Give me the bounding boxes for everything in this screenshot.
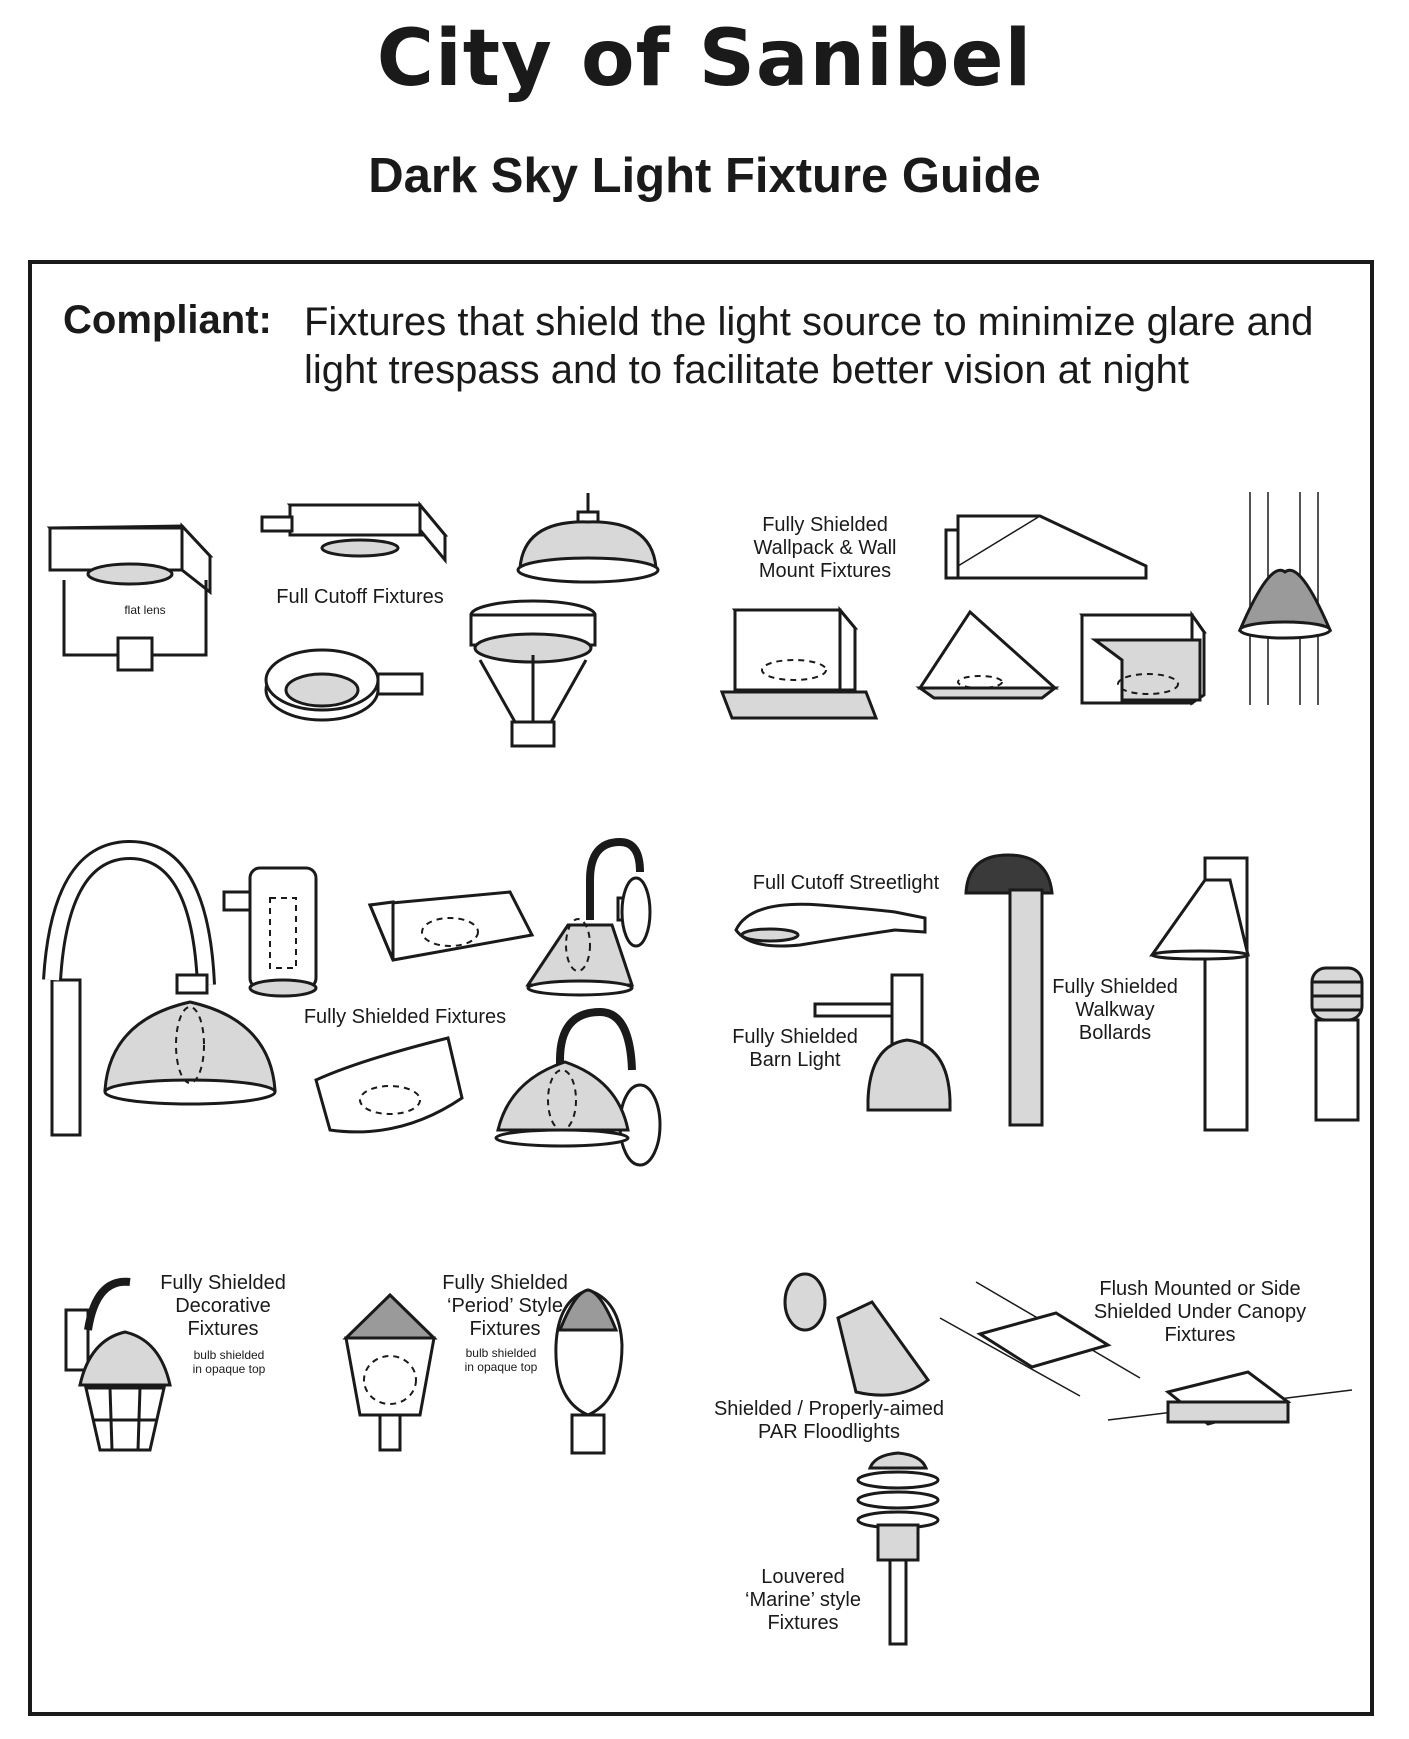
pyramid-fixture-icon [920,612,1055,698]
cone-fixture-icon [1240,492,1330,705]
streetlight-label: Full Cutoff Streetlight [752,872,940,894]
post-top-icon [471,601,595,746]
page-title: City of Sanibel [376,14,1033,104]
wedge-wallpack-icon [946,516,1146,578]
compliant-heading: Compliant: [63,298,272,342]
louvered-label: Louvered ‘Marine’ style Fixtures [745,1566,861,1634]
round-cutoff-icon [266,650,422,720]
period-post-icon [346,1295,434,1450]
streetlight-icon [736,904,925,946]
fully-shielded-label: Fully Shielded Fixtures [303,1006,507,1028]
box-wallpack-icon [1082,615,1204,703]
flat-lens-label: flat lens [124,603,166,617]
cylinder-icon [224,868,316,996]
gooseneck-sconce-icon [528,842,650,995]
dome-pendant-icon [518,493,658,582]
wall-cutoff-icon [262,505,445,560]
period-label: Fully Shielded ‘Period’ Style Fixtures [442,1272,568,1340]
floodlight-icon [785,1274,928,1395]
compliant-description: Fixtures that shield the light source to minimize glare and light trespass and to facilitate better vision at night [304,300,1314,392]
barn-light-label: Fully Shielded Barn Light [732,1026,858,1071]
barn-sconce-icon [496,1012,660,1165]
bollards-label: Fully Shielded Walkway Bollards [1052,976,1178,1044]
floodlights-label: Shielded / Properly-aimed PAR Floodlights [713,1398,945,1443]
wedge-shade-icon [316,1038,462,1132]
page-subtitle: Dark Sky Light Fixture Guide [368,149,1041,203]
wallpack-label: Fully Shielded Wallpack & Wall Mount Fixtures [753,514,897,582]
louvered-bollard-icon [1312,968,1362,1120]
wedge-box-icon [370,892,532,960]
shoebox-fixture-icon [50,526,210,670]
full-cutoff-label: Full Cutoff Fixtures [276,586,444,608]
period-note: bulb shielded in opaque top [464,1346,538,1374]
canopy-label: Flush Mounted or Side Shielded Under Canopy Fixtures [1093,1278,1307,1346]
decorative-note: bulb shielded in opaque top [192,1348,266,1376]
wallpack-icon [722,610,876,718]
decorative-label: Fully Shielded Decorative Fixtures [160,1272,286,1340]
